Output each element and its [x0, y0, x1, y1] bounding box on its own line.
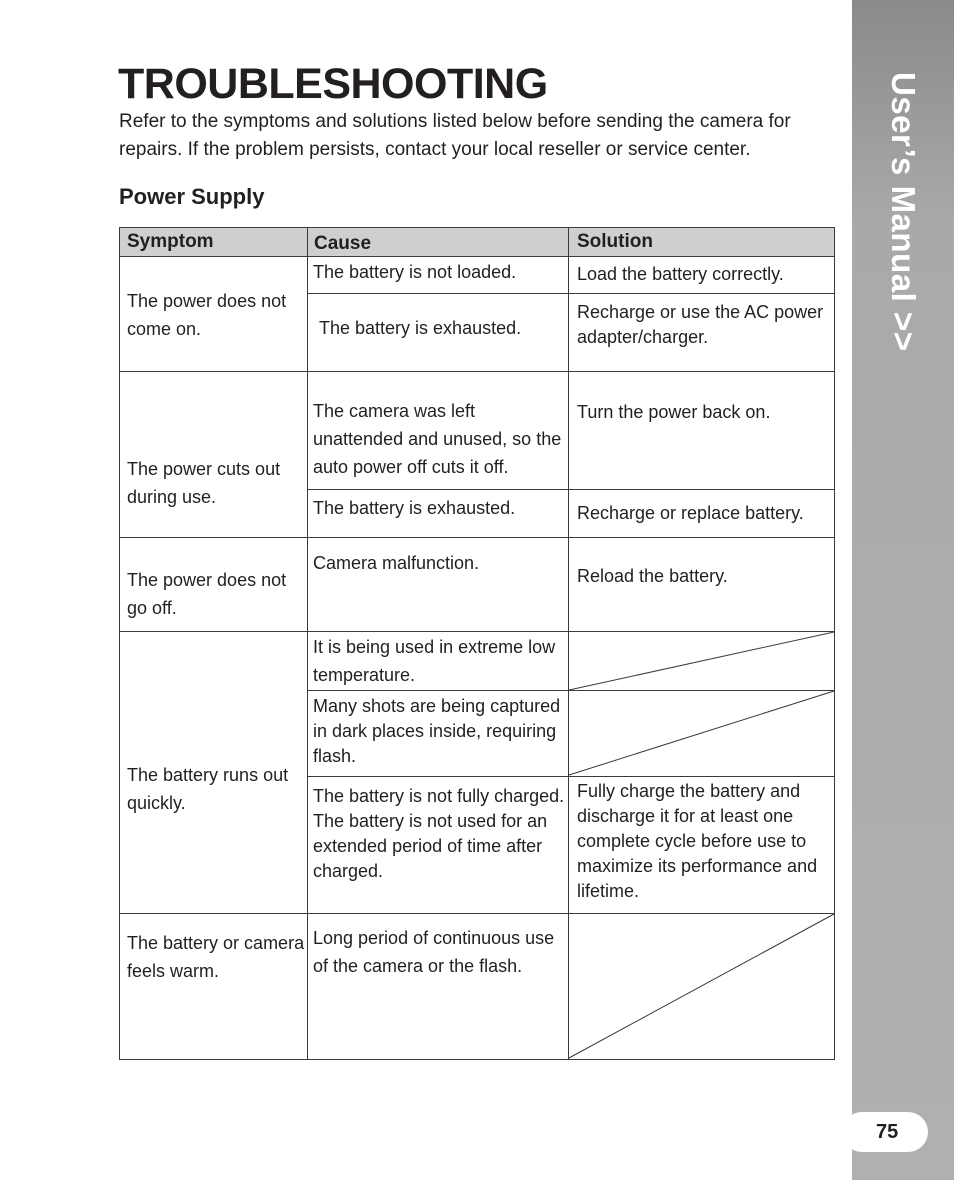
solution-cell: Fully charge the battery and discharge it for at least one complete cycle before use to maximize its performance and lifetime. [577, 781, 818, 901]
symptom-cell: The power does not come on. [127, 291, 287, 339]
page-number: 75 [876, 1121, 899, 1143]
solution-cell: Load the battery correctly. [577, 264, 784, 284]
cause-cell: The battery is not loaded. [313, 262, 517, 282]
symptom-cell: The power cuts out during use. [127, 459, 281, 507]
intro-paragraph: Refer to the symptoms and solutions listed below before sending the camera for repairs. If the problem persists, contact your local reseller or service center. [119, 111, 791, 160]
solution-cell: Turn the power back on. [577, 402, 771, 422]
empty-cell-diagonal [569, 691, 834, 775]
cause-cell: The battery is exhausted. [319, 318, 522, 338]
section-title: Power Supply [119, 184, 265, 209]
symptom-cell: The battery or camera feels warm. [127, 933, 305, 981]
symptom-cell: The battery runs out quickly. [127, 765, 289, 813]
empty-cell-diagonal [569, 914, 834, 1058]
cause-cell: The camera was left unattended and unused, so the auto power off cuts it off. [313, 401, 562, 477]
header-symptom: Symptom [127, 231, 214, 252]
cause-cell: Camera malfunction. [313, 553, 480, 573]
side-tab-title: User’s Manual >> [885, 72, 922, 352]
empty-cell-diagonal [569, 632, 834, 690]
cause-cell: Many shots are being captured in dark places inside, requiring flash. [313, 696, 561, 766]
header-solution: Solution [577, 231, 653, 252]
solution-cell: Recharge or replace battery. [577, 503, 804, 523]
symptom-cell: The power does not go off. [127, 570, 287, 618]
solution-cell: Reload the battery. [577, 566, 728, 586]
page-title: TROUBLESHOOTING [118, 60, 548, 108]
cause-cell: Long period of continuous use of the camera or the flash. [313, 928, 555, 976]
header-cause: Cause [314, 233, 372, 254]
cause-cell: The battery is exhausted. [313, 498, 516, 518]
troubleshooting-table [119, 227, 835, 1060]
solution-cell: Recharge or use the AC power adapter/charger. [577, 302, 824, 347]
cause-cell: It is being used in extreme low temperature. [313, 637, 556, 685]
cause-cell: The battery is not fully charged. The battery is not used for an extended period of time after charged. [313, 786, 565, 881]
